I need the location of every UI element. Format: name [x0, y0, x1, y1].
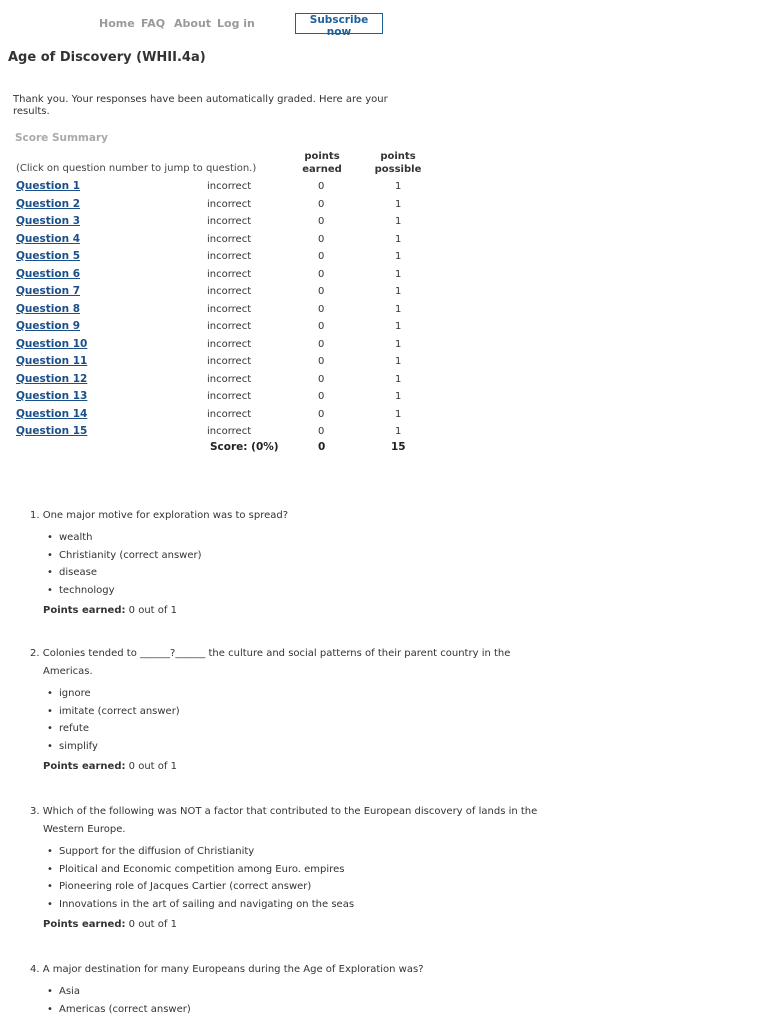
list-item: • imitate (correct answer)	[47, 703, 180, 721]
result-cell: incorrect	[207, 303, 252, 315]
table-row	[0, 406, 460, 423]
answer-options	[47, 843, 354, 913]
question-link[interactable]: Question 7	[16, 285, 81, 297]
table-row	[0, 301, 460, 318]
table-row	[0, 423, 460, 440]
points-possible-cell: 1	[395, 373, 402, 385]
points-earned	[43, 919, 177, 930]
points-possible-cell: 1	[395, 251, 402, 262]
question-link[interactable]: Question 15	[16, 425, 88, 437]
question-link[interactable]: Question 6	[16, 267, 81, 280]
subscribe-button[interactable]: Subscribe now	[295, 13, 383, 34]
question-text: 2. Colonies tended to ______?______ the culture and social patterns of their parent country in the Americas.	[30, 648, 511, 677]
result-cell: incorrect	[207, 198, 252, 210]
score-total-earned: 0	[318, 441, 326, 453]
question-text: 4. A major destination for many Europeans during the Age of Exploration was?	[30, 964, 424, 975]
points-earned-cell: 0	[318, 286, 325, 297]
table-row	[0, 353, 460, 370]
points-possible-cell: 1	[395, 408, 402, 420]
answer-options	[47, 983, 191, 1018]
list-item: • disease	[47, 564, 202, 582]
points-earned	[43, 605, 177, 616]
list-item: • ignore	[47, 685, 180, 703]
points-possible-cell: 1	[395, 181, 402, 192]
list-item: • simplify	[47, 738, 180, 756]
question-link[interactable]: Question 3	[16, 215, 81, 227]
result-cell: incorrect	[207, 233, 252, 245]
list-item: • technology	[47, 582, 202, 600]
col-header-points-possible: points possible	[374, 151, 422, 175]
question-link[interactable]: Question 1	[16, 180, 81, 192]
points-earned-cell: 0	[318, 426, 325, 437]
table-row	[0, 213, 460, 230]
question-link[interactable]: Question 12	[16, 372, 88, 385]
points-earned	[43, 761, 177, 772]
points-earned-value: 0 out of 1	[128, 761, 177, 772]
points-earned-cell: 0	[318, 338, 325, 350]
points-earned-cell: 0	[318, 181, 325, 192]
question-link[interactable]: Question 14	[16, 407, 88, 420]
table-row	[0, 318, 460, 335]
list-item: • Christianity (correct answer)	[47, 547, 202, 565]
col-header-points-earned: points earned	[302, 151, 342, 175]
question-link[interactable]: Question 11	[16, 355, 88, 367]
question-link[interactable]: Question 8	[16, 302, 81, 315]
list-item: • refute	[47, 720, 180, 738]
list-item: • Pioneering role of Jacques Cartier (correct answer)	[47, 878, 354, 896]
table-row	[0, 248, 460, 265]
points-earned-cell: 0	[318, 268, 325, 280]
points-earned-cell: 0	[318, 233, 325, 245]
result-cell: incorrect	[207, 373, 252, 385]
points-possible-cell: 1	[395, 391, 402, 402]
nav-faq-link[interactable]: FAQ	[141, 17, 166, 30]
result-cell: incorrect	[207, 356, 252, 367]
result-cell: incorrect	[207, 338, 252, 350]
points-earned-cell: 0	[318, 198, 325, 210]
result-cell: incorrect	[207, 321, 252, 332]
score-total-label: Score: (0%)	[210, 441, 279, 453]
table-row	[0, 266, 460, 283]
points-earned-label: Points earned:	[43, 761, 126, 772]
points-earned-label: Points earned:	[43, 919, 126, 930]
points-possible-cell: 1	[395, 198, 402, 210]
top-nav	[0, 0, 768, 46]
table-row	[0, 231, 460, 248]
table-row	[0, 388, 460, 405]
points-possible-cell: 1	[395, 356, 402, 367]
nav-home-link[interactable]: Home	[99, 17, 135, 30]
nav-login-link[interactable]: Log in	[217, 17, 255, 30]
result-cell: incorrect	[207, 216, 252, 227]
list-item: • Asia	[47, 983, 191, 1001]
table-row	[0, 196, 460, 213]
question-link[interactable]: Question 5	[16, 250, 81, 262]
list-item: • Ploitical and Economic competition among Euro. empires	[47, 861, 354, 879]
points-earned-cell: 0	[318, 216, 325, 227]
result-cell: incorrect	[207, 181, 252, 192]
points-possible-cell: 1	[395, 321, 402, 332]
list-item: • Innovations in the art of sailing and navigating on the seas	[47, 896, 354, 914]
points-possible-cell: 1	[395, 286, 402, 297]
result-cell: incorrect	[207, 391, 252, 402]
points-earned-label: Points earned:	[43, 605, 126, 616]
points-earned-cell: 0	[318, 356, 325, 367]
table-row	[0, 178, 460, 195]
list-item: • Americas (correct answer)	[47, 1001, 191, 1019]
question-link[interactable]: Question 10	[16, 337, 88, 350]
points-earned-cell: 0	[318, 303, 325, 315]
points-earned-cell: 0	[318, 321, 325, 332]
result-cell: incorrect	[207, 251, 252, 262]
result-cell: incorrect	[207, 268, 252, 280]
nav-about-link[interactable]: About	[174, 17, 212, 30]
results-intro: Thank you. Your responses have been automatically graded. Here are your results.	[13, 94, 388, 117]
points-earned-cell: 0	[318, 373, 325, 385]
points-possible-cell: 1	[395, 338, 402, 350]
jump-note: (Click on question number to jump to question.)	[16, 163, 257, 174]
result-cell: incorrect	[207, 426, 252, 437]
table-row	[0, 371, 460, 388]
result-cell: incorrect	[207, 408, 252, 420]
points-possible-cell: 1	[395, 426, 402, 437]
points-earned-cell: 0	[318, 391, 325, 402]
points-earned-cell: 0	[318, 251, 325, 262]
points-possible-cell: 1	[395, 216, 402, 227]
question-link[interactable]: Question 9	[16, 320, 81, 332]
table-row	[0, 283, 460, 300]
points-possible-cell: 1	[395, 303, 402, 315]
points-possible-cell: 1	[395, 233, 402, 245]
question-link[interactable]: Question 4	[16, 232, 81, 245]
list-item: • wealth	[47, 529, 202, 547]
points-possible-cell: 1	[395, 268, 402, 280]
score-summary-title: Score Summary	[15, 132, 108, 144]
answer-options	[47, 529, 202, 599]
table-row	[0, 336, 460, 353]
question-text: 3. Which of the following was NOT a factor that contributed to the European discovery of lands in the Western Europe.	[30, 806, 538, 835]
answer-options	[47, 685, 180, 755]
points-earned-cell: 0	[318, 408, 325, 420]
points-earned-value: 0 out of 1	[128, 605, 177, 616]
page-title: Age of Discovery (WHII.4a)	[8, 50, 206, 65]
question-link[interactable]: Question 2	[16, 197, 81, 210]
result-cell: incorrect	[207, 286, 252, 297]
question-text: 1. One major motive for exploration was to spread?	[30, 510, 289, 521]
question-link[interactable]: Question 13	[16, 390, 88, 402]
score-total-possible: 15	[391, 441, 406, 453]
points-earned-value: 0 out of 1	[128, 919, 177, 930]
list-item: • Support for the diffusion of Christianity	[47, 843, 354, 861]
